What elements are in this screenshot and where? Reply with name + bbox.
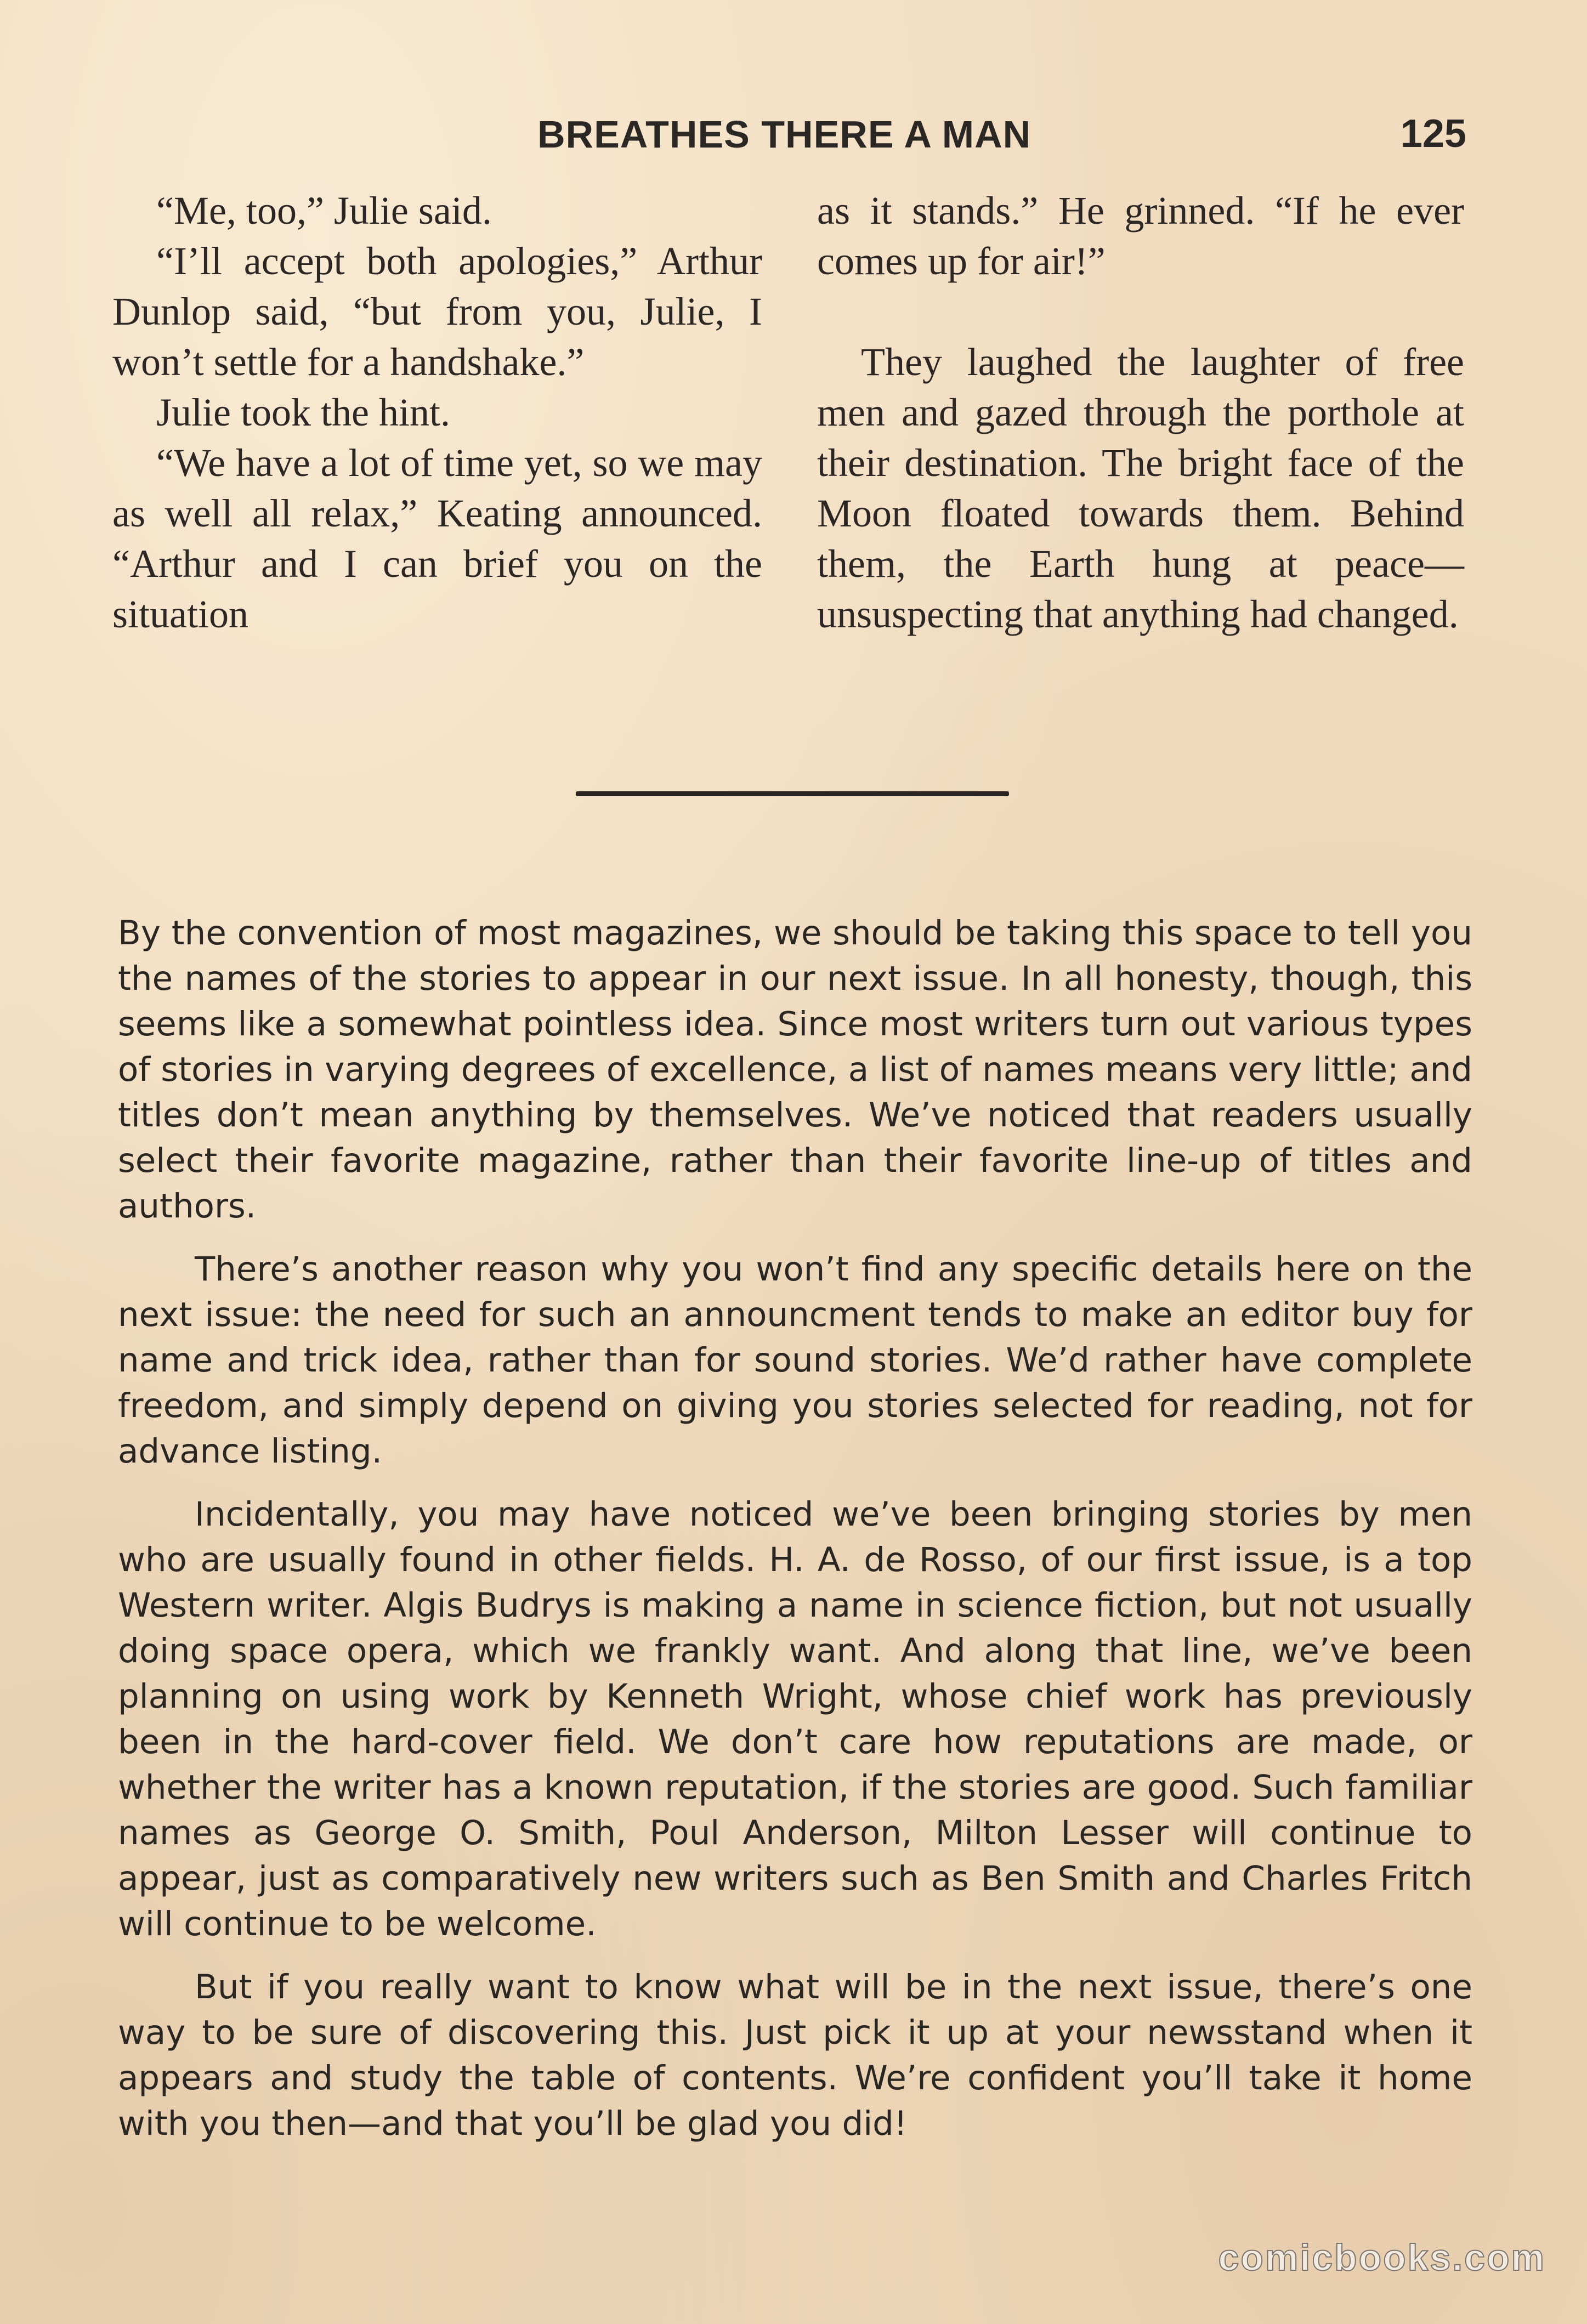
- paragraph-gap: [817, 286, 1464, 337]
- story-paragraph: “Me, too,” Julie said.: [156, 189, 492, 233]
- page-number: 125: [1400, 112, 1466, 156]
- story-column-right: [817, 185, 1464, 639]
- story-paragraph: “We have a lot of time yet, so we may as well all relax,” Keating announced. “Arthur and I can brief you on the situation: [112, 441, 762, 636]
- story-paragraph: They laughed the laughter of free men and gazed through the porthole at their destination. The bright face of the Moon floated towards them. Behind them, the Earth hung at peace—unsuspecting that anything had changed.: [817, 340, 1464, 636]
- story-paragraph: as it stands.” He grinned. “If he ever comes up for air!”: [817, 189, 1464, 283]
- editorial-paragraph: But if you really want to know what will be in the next issue, there’s one way to be sure of discovering this. Just pick it up at your newsstand when it appears and study the table of contents. We’re confident you’ll take it home with you then—and that you’ll be glad you did!: [118, 1968, 1472, 2143]
- editorial-paragraph: There’s another reason why you won’t find any specific details here on the next issue: the need for such an announcment tends to make an editor buy for name and trick idea, rather than for sound stories. We’d rather have complete freedom, and simply depend on giving you stories selected for reading, not for advance listing.: [118, 1250, 1472, 1471]
- section-divider-rule: [576, 791, 1009, 796]
- story-column-left: [112, 185, 762, 639]
- running-head-title: BREATHES THERE A MAN: [537, 113, 1031, 156]
- story-paragraph: Julie took the hint.: [156, 390, 450, 434]
- editorial-note: [118, 910, 1472, 2164]
- editorial-paragraph: By the convention of most magazines, we should be taking this space to tell you the names of the stories to appear in our next issue. In all honesty, though, this seems like a somewhat pointless idea. Since most writers turn out various types of stories in varying degrees of excellence, a list of names means very little; and titles don’t mean anything by themselves. We’ve noticed that readers usually select their favorite magazine, rather than their favorite line-up of titles and authors.: [118, 914, 1472, 1226]
- story-paragraph: “I’ll accept both apologies,” Arthur Dunlop said, “but from you, Julie, I won’t settle for a handshake.”: [112, 239, 762, 384]
- editorial-paragraph: Incidentally, you may have noticed we’ve been bringing stories by men who are usually found in other fields. H. A. de Rosso, of our first issue, is a top Western writer. Algis Budrys is making a name in science fiction, but not usually doing space opera, which we frankly want. And along that line, we’ve been planning on using work by Kenneth Wright, whose chief work has previously been in the hard-cover field. We don’t care how reputations are made, or whether the writer has a known reputation, if the stories are good. Such familiar names as George O. Smith, Poul Anderson, Milton Lesser will continue to appear, just as comparatively new writers such as Ben Smith and Charles Fritch will continue to be welcome.: [118, 1495, 1472, 1943]
- site-watermark: comicbooks.com: [1218, 2237, 1546, 2278]
